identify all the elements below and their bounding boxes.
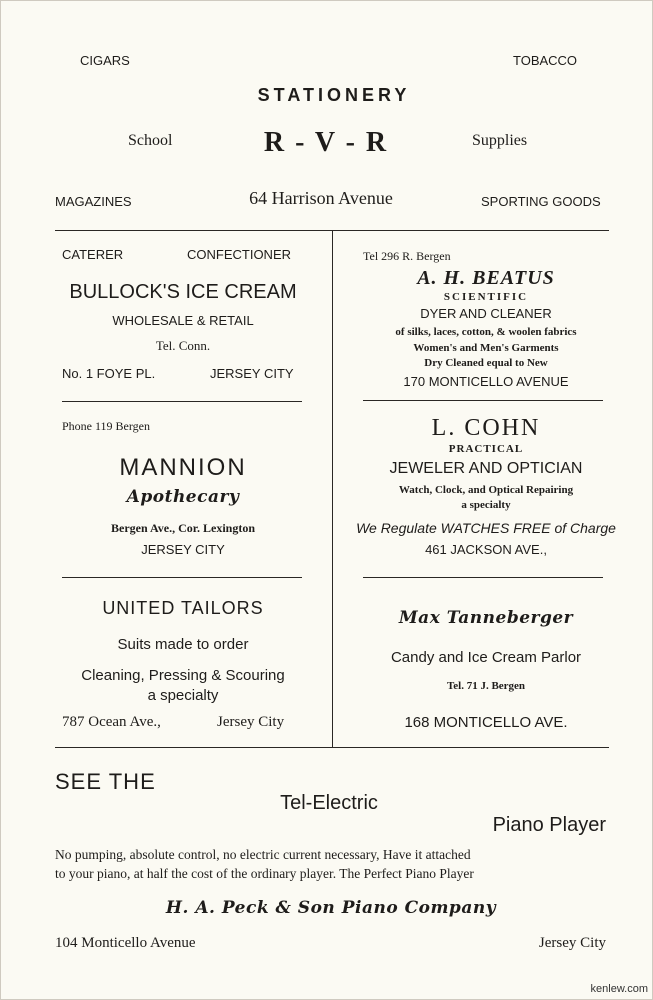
cohn-practical: PRACTICAL: [448, 443, 524, 455]
tailors-name: UNITED TAILORS: [102, 598, 264, 618]
tailors-city: Jersey City: [217, 714, 285, 730]
bullock-name: BULLOCK'S ICE CREAM: [69, 281, 297, 303]
mannion-name: MANNION: [119, 454, 247, 481]
cohn-slogan: We Regulate WATCHES FREE of Charge: [356, 520, 616, 536]
peck-see-the: SEE THE: [55, 769, 156, 794]
right-divider-1: [363, 400, 603, 401]
beatus-address: 170 MONTICELLO AVENUE: [403, 374, 569, 389]
rvr-cigars: CIGARS: [80, 53, 130, 68]
tanneberger-tel: Tel. 71 J. Bergen: [446, 680, 526, 692]
rvr-magazines: MAGAZINES: [55, 194, 132, 209]
bullock-wholesale: WHOLESALE & RETAIL: [112, 313, 254, 328]
beatus-scientific: SCIENTIFIC: [443, 291, 529, 303]
rvr-sporting-goods: SPORTING GOODS: [481, 194, 601, 209]
tanneberger-address: 168 MONTICELLO AVE.: [404, 714, 568, 731]
rvr-tobacco: TOBACCO: [513, 53, 578, 68]
cohn-line2: a specialty: [461, 499, 511, 511]
left-divider-2: [62, 577, 302, 578]
cohn-line1: Watch, Clock, and Optical Repairing: [398, 484, 574, 496]
bullock-tel: Tel. Conn.: [155, 338, 211, 353]
tailors-line1: Suits made to order: [117, 636, 249, 653]
cohn-name: L. COHN: [431, 415, 541, 441]
rvr-supplies: Supplies: [472, 132, 528, 149]
peck-city: Jersey City: [538, 935, 606, 951]
bottom-divider: [55, 747, 609, 748]
rvr-stationery: STATIONERY: [257, 85, 411, 105]
bullock-confectioner: CONFECTIONER: [187, 247, 291, 262]
watermark: kenlew.com: [590, 983, 648, 995]
bullock-caterer: CATERER: [62, 247, 124, 262]
peck-tel-electric: Tel-Electric: [280, 792, 378, 814]
cohn-trade: JEWELER AND OPTICIAN: [389, 460, 583, 477]
peck-line1: No pumping, absolute control, no electric current necessary, Have it attached: [55, 847, 471, 862]
tailors-line2: Cleaning, Pressing & Scouring: [81, 667, 285, 684]
beatus-line3: Dry Cleaned equal to New: [424, 357, 548, 369]
bullock-city: JERSEY CITY: [210, 366, 294, 381]
right-divider-2: [363, 577, 603, 578]
mannion-apothecary: Apothecary: [126, 487, 240, 507]
beatus-line1: of silks, laces, cotton, & woolen fabrics: [395, 326, 577, 338]
beatus-name: A. H. BEATUS: [417, 267, 555, 289]
beatus-tel: Tel 296 R. Bergen: [363, 249, 451, 263]
tanneberger-trade: Candy and Ice Cream Parlor: [390, 649, 582, 666]
tailors-address: 787 Ocean Ave.,: [62, 714, 161, 730]
beatus-trade: DYER AND CLEANER: [420, 306, 552, 321]
peck-company: H. A. Peck & Son Piano Company: [165, 898, 497, 918]
peck-address: 104 Monticello Avenue: [55, 935, 196, 951]
tanneberger-name: Max Tanneberger: [398, 608, 574, 628]
beatus-line2: Women's and Men's Garments: [413, 342, 559, 354]
mannion-address: Bergen Ave., Cor. Lexington: [111, 521, 255, 535]
rvr-name: R - V - R: [263, 127, 389, 158]
tailors-line3: a specialty: [147, 687, 219, 704]
mannion-phone: Phone 119 Bergen: [62, 419, 150, 433]
left-divider-1: [62, 401, 302, 402]
rvr-address: 64 Harrison Avenue: [249, 188, 393, 208]
bullock-address: No. 1 FOYE PL.: [62, 366, 156, 381]
peck-line2: to your piano, at half the cost of the ordinary player. The Perfect Piano Player: [55, 866, 474, 881]
rvr-school: School: [128, 132, 173, 149]
center-divider: [332, 230, 333, 747]
mannion-city: JERSEY CITY: [141, 542, 225, 557]
cohn-address: 461 JACKSON AVE.,: [425, 542, 547, 557]
peck-piano-player: Piano Player: [492, 814, 606, 836]
